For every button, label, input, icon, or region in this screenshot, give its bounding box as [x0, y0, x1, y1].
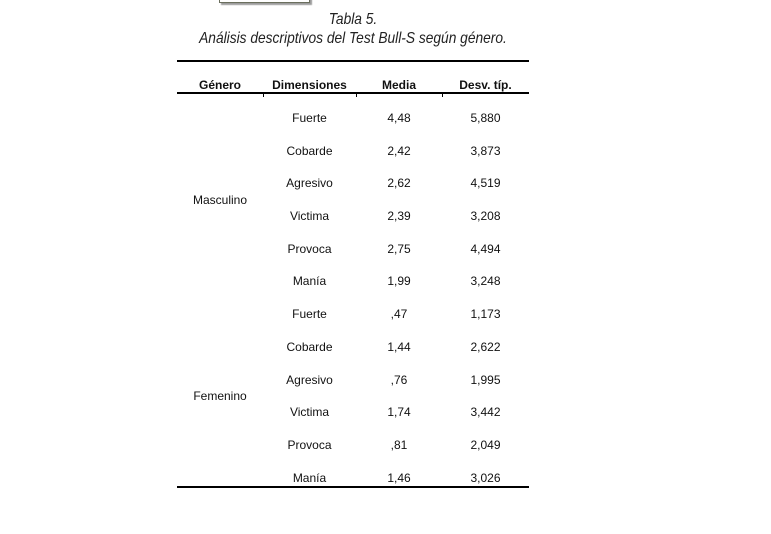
media-cell: ,81 [390, 438, 408, 452]
media-cell: ,76 [390, 373, 408, 387]
group-label-femenino: Femenino [193, 389, 247, 403]
desv-cell: 5,880 [470, 111, 501, 125]
header-desv-tip: Desv. típ. [459, 78, 512, 92]
desv-cell: 4,494 [470, 242, 501, 256]
dimension-cell: Provoca [287, 242, 332, 256]
media-cell: ,47 [390, 307, 408, 321]
top-rule [177, 60, 529, 62]
decorative-frame [219, 0, 310, 3]
dimension-cell: Provoca [287, 438, 332, 452]
media-cell: 1,44 [387, 340, 411, 354]
media-cell: 4,48 [387, 111, 411, 125]
table-title: Análisis descriptivos del Test Bull-S según género. [199, 30, 507, 47]
desv-cell: 3,248 [470, 274, 501, 288]
media-cell: 2,42 [387, 144, 411, 158]
header-rule [177, 92, 529, 94]
dimension-cell: Fuerte [292, 307, 327, 321]
media-cell: 2,75 [387, 242, 411, 256]
desv-cell: 2,049 [470, 438, 501, 452]
dimension-cell: Manía [292, 274, 327, 288]
dimension-cell: Agresivo [286, 373, 333, 387]
desv-cell: 4,519 [470, 176, 501, 190]
header-dimensiones: Dimensiones [272, 78, 347, 92]
dimension-cell: Victima [289, 405, 330, 419]
desv-cell: 3,442 [470, 405, 501, 419]
media-cell: 2,39 [387, 209, 411, 223]
desv-cell: 3,873 [470, 144, 501, 158]
header-media: Media [381, 78, 416, 92]
group-label-masculino: Masculino [192, 193, 248, 207]
media-cell: 1,74 [387, 405, 411, 419]
desv-cell: 1,995 [470, 373, 501, 387]
header-genero: Género [198, 78, 241, 92]
dimension-cell: Cobarde [286, 340, 333, 354]
table-label: Tabla 5. [328, 11, 378, 28]
desv-cell: 3,026 [470, 471, 501, 485]
dimension-cell: Manía [292, 471, 327, 485]
column-tick [263, 93, 264, 97]
dimension-cell: Fuerte [292, 111, 327, 125]
media-cell: 2,62 [387, 176, 411, 190]
media-cell: 1,99 [387, 274, 411, 288]
dimension-cell: Victima [289, 209, 330, 223]
bottom-rule [177, 486, 529, 488]
media-cell: 1,46 [387, 471, 411, 485]
column-tick [356, 93, 357, 97]
desv-cell: 3,208 [470, 209, 501, 223]
column-tick [442, 93, 443, 97]
dimension-cell: Agresivo [286, 176, 333, 190]
desv-cell: 1,173 [470, 307, 501, 321]
desv-cell: 2,622 [470, 340, 501, 354]
dimension-cell: Cobarde [286, 144, 333, 158]
